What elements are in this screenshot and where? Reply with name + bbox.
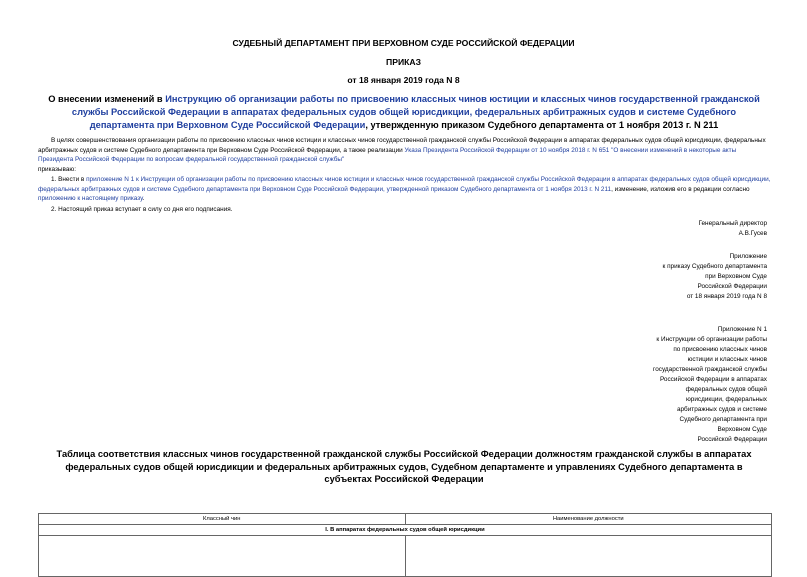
appendix-1-link[interactable]: приложение N 1 к Инструкции об организации работы по присвоению классных чинов юстиции и классных чинов государственной гражданской службы Российской Федерации в аппаратах федеральных судов общей юрисдикции, федеральных арбитражных судов и системе Судебного департамента при Верховном Суде Российской Федерации, утвержденной приказом Судебного департамента от 1 ноября 2013 г. N 211 [38,176,771,193]
appendix-1-line: Российской Федерации [697,436,767,443]
appendix-1-line: Российской Федерации в аппаратах [659,376,767,383]
table-section-row [39,525,772,536]
title-instruction-link[interactable]: Инструкцию об организации работы по присвоению классных чинов юстиции и классных чинов государственной гражданской службы Российской Федерации в аппаратах федеральных судов общей юрисдикции, федеральных арбитражных судов и системе Судебного департамента при Верховном Суде Российской Федерации [71,94,760,130]
signature-name: А.В.Гусев [738,230,767,237]
title-suffix: , утвержденную приказом Судебного департамента от 1 ноября 2013 г. N 211 [365,120,719,130]
order-date: от 18 января 2019 года N 8 [347,75,460,85]
section-heading: I. В аппаратах федеральных судов общей юрисдикции [39,525,772,536]
intro-text: В целях совершенствования организации работы по присвоению классных чинов юстиции и классных чинов государственной гражданской службы Российской Федерации в аппаратах федеральных судов общей юрисдикции, федеральных арбитражных судов и системе Судебного департамента при Верховном Суде Российской Федерации, а также реализации [38,137,766,154]
table-row [39,536,772,577]
item-1 [38,175,771,204]
appendix-1-line: Приложение N 1 [717,326,767,333]
appendix-1-line: арбитражных судов и системе [676,406,767,413]
order-word: приказываю: [38,166,76,173]
item-1-text-3: . [142,195,145,203]
signature-position: Генеральный директор [698,220,767,227]
appendix-1-line: Судебного департамента при [679,416,767,423]
department-heading: СУДЕБНЫЙ ДЕПАРТАМЕНТ ПРИ ВЕРХОВНОМ СУДЕ РОССИЙСКОЙ ФЕДЕРАЦИИ [232,38,575,48]
decree-link[interactable]: Указа Президента Российской Федерации от 10 ноября 2018 г. N 651 "О внесении изменений в некоторые акты Президента Российской Федерации по вопросам федеральной государственной гражданской службы" [38,146,737,164]
appendix-1-line: федеральных судов общей [685,386,767,393]
appendix-line: к приказу Судебного департамента [662,263,767,270]
item-1-text: 1. Внести в [51,176,87,183]
appendix-line: при Верховном Суде [705,273,767,280]
appendix-1-line: к Инструкции об организации работы [656,336,767,343]
appendix-1-line: Верховном Суде [717,426,767,433]
appendix-1-line: юстиции и классных чинов [687,356,767,363]
appendix-line: Приложение [729,253,767,260]
table-cell [39,536,406,577]
appendix-block [663,252,767,302]
col-header-rank: Классный чин [39,514,406,525]
table-header-row [39,514,772,525]
item-1-text-2: , изменение, изложив его в редакции согласно [611,185,750,193]
appendix-order-link[interactable]: приложению к настоящему приказу [38,195,143,203]
appendix-1-block [653,325,767,445]
appendix-1-line: государственной гражданской службы [653,366,767,373]
col-header-position: Наименование должности [405,514,772,525]
table-cell [405,536,772,577]
appendix-line: от 18 января 2019 года N 8 [686,293,767,300]
appendix-1-line: юрисдикции, федеральных [686,396,767,403]
order-title [48,93,760,132]
table-title: Таблица соответствия классных чинов государственной гражданской службы Российской Федерации должностям гражданской службы в аппаратах федеральных судов общей юрисдикции и федеральных арбитражных судов, Судебном департаменте и управлениях Судебного департамента в субъектах Российской Федерации [56,449,752,484]
doc-type: ПРИКАЗ [386,57,421,67]
correspondence-table [38,513,772,577]
appendix-1-line: по присвоению классных чинов [673,346,767,353]
intro-paragraph [38,136,771,165]
signature-block [698,219,767,239]
appendix-line: Российской Федерации [697,283,767,290]
item-2: 2. Настоящий приказ вступает в силу со дня его подписания. [51,206,233,213]
title-prefix: О внесении изменений в [48,94,166,104]
